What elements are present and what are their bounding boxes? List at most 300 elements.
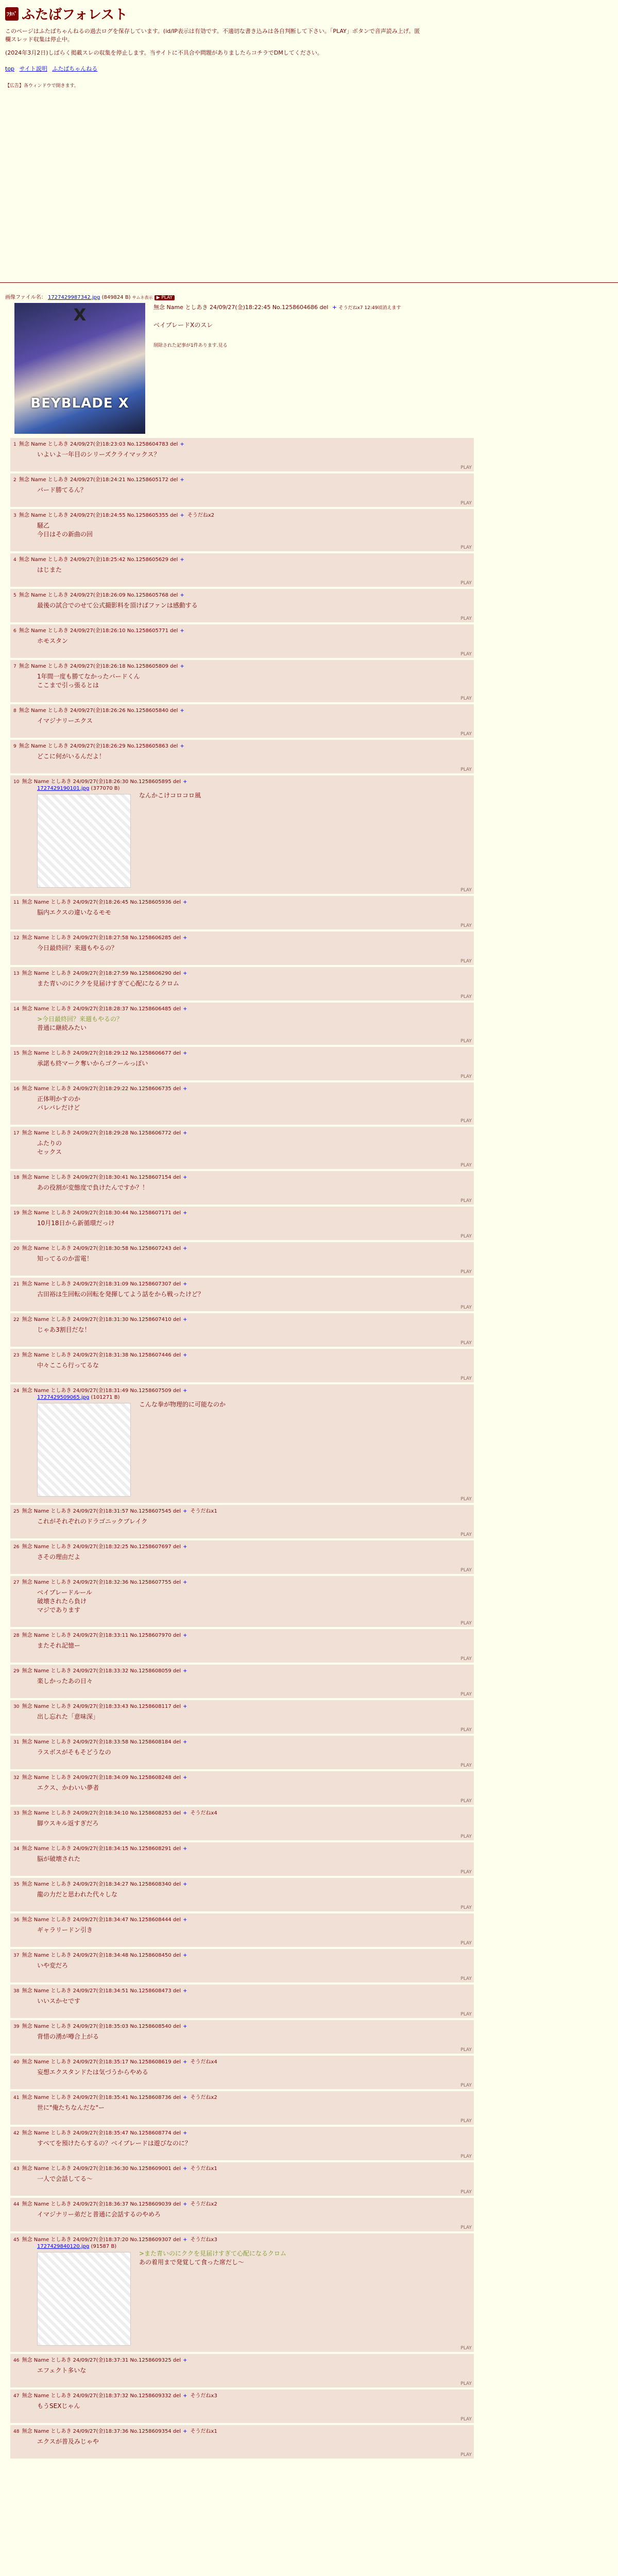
response-number: 45 — [13, 2238, 20, 2243]
response-post — [10, 1242, 474, 1276]
response-meta: 無念 Name としあき 24/09/27(金)18:26:45 No.1258605936 — [20, 900, 173, 905]
response-body — [10, 1514, 474, 1526]
play-button[interactable]: PLAY — [460, 2012, 472, 2017]
response-post — [10, 967, 474, 1001]
play-button[interactable]: PLAY — [460, 1198, 472, 1204]
play-button[interactable]: PLAY — [460, 767, 472, 772]
soudane-button[interactable]: + — [183, 1704, 187, 1709]
soudane-button[interactable]: + — [183, 2201, 187, 2207]
play-button[interactable]: PLAY — [460, 1621, 472, 1626]
del-link[interactable]: del — [170, 664, 178, 669]
response-meta: 無念 Name としあき 24/09/27(金)18:26:26 No.1258605840 — [17, 708, 170, 714]
play-button[interactable]: PLAY — [460, 888, 472, 893]
response-body — [10, 1887, 474, 1899]
play-button[interactable]: ▶ PLAY — [154, 295, 175, 300]
play-button[interactable]: PLAY — [460, 2154, 472, 2159]
soudane-button[interactable]: + — [180, 513, 184, 518]
del-link[interactable]: del — [173, 935, 181, 941]
op-body: ベイブレードXのスレ — [153, 321, 213, 329]
play-button[interactable]: PLAY — [460, 2417, 472, 2422]
del-link[interactable]: del — [173, 1953, 181, 1958]
response-text: 1年間一度も勝てなかったバードくん ここまで引っ張るとは — [37, 673, 140, 689]
play-button[interactable]: PLAY — [460, 1941, 472, 1946]
del-link[interactable]: del — [173, 1704, 181, 1709]
response-post — [10, 1313, 474, 1347]
soudane-button[interactable]: + — [183, 2130, 187, 2136]
response-meta: 無念 Name としあき 24/09/27(金)18:26:29 No.1258605863 — [17, 743, 170, 749]
del-link[interactable]: del — [173, 971, 181, 976]
del-link[interactable]: del — [173, 2166, 181, 2172]
response-header — [10, 553, 474, 563]
del-link[interactable]: del — [170, 592, 178, 598]
play-button[interactable]: PLAY — [460, 1269, 472, 1275]
del-link[interactable]: del — [173, 2024, 181, 2029]
del-link[interactable]: del — [173, 1006, 181, 1012]
soudane-button[interactable]: + — [180, 628, 184, 634]
response-body — [10, 1323, 474, 1334]
del-link[interactable]: del — [173, 900, 181, 905]
response-text: さその理由だよ — [37, 1553, 81, 1561]
divider — [0, 282, 618, 283]
response-text: 知ってるのか雷電！ — [37, 1255, 93, 1262]
thread-file-link[interactable]: 1727429987342.jpg — [48, 295, 100, 300]
play-button[interactable]: PLAY — [460, 2381, 472, 2386]
response-text: あの役割が変態度で負けたんですか？！ — [37, 1184, 149, 1191]
play-button[interactable]: PLAY — [460, 1039, 472, 1044]
response-post — [10, 1047, 474, 1080]
response-number: 21 — [13, 1282, 20, 1287]
op-soudane-button[interactable]: + — [332, 304, 337, 311]
response-header — [10, 2354, 474, 2363]
response-number: 26 — [13, 1545, 20, 1550]
soudane-count: そうだねx1 — [190, 1509, 217, 1514]
del-link[interactable]: del — [173, 1050, 181, 1056]
response-meta: 無念 Name としあき 24/09/27(金)18:35:47 No.1258608774 — [20, 2130, 173, 2136]
del-link[interactable]: del — [173, 1775, 181, 1781]
response-post — [10, 1540, 474, 1574]
response-text: じゃあ3割目だな！ — [37, 1326, 91, 1333]
del-link[interactable]: del — [173, 1175, 181, 1180]
response-body — [10, 1852, 474, 1863]
response-text: 騒乙 今日はその新曲の回 — [37, 522, 93, 538]
play-button[interactable]: PLAY — [460, 1905, 472, 1910]
response-body — [10, 905, 474, 917]
response-text: 脚ウスキル返すぎだろ — [37, 1820, 99, 1827]
notice-line: (2024年3月2日)しばらく掲載スレの収集を停止します。当サイトに不具合や問題がありましたらコチラでDMしてください。 — [5, 49, 323, 56]
soudane-count: そうだねx2 — [187, 513, 215, 518]
response-file-link[interactable]: 1727429509065.jpg — [37, 1395, 90, 1400]
del-link[interactable]: del — [173, 1544, 181, 1550]
del-link[interactable]: del — [170, 708, 178, 714]
soudane-button[interactable]: + — [183, 1388, 187, 1394]
play-button[interactable]: PLAY — [460, 2452, 472, 2458]
soudane-button[interactable]: + — [183, 1130, 187, 1136]
response-header — [10, 1949, 474, 1958]
play-button[interactable]: PLAY — [460, 1692, 472, 1697]
response-meta: 無念 Name としあき 24/09/27(金)18:33:11 No.1258607970 — [20, 1633, 173, 1638]
response-file-info: (101271 B) — [89, 1395, 120, 1400]
response-meta: 無念 Name としあき 24/09/27(金)18:30:41 No.1258607154 — [20, 1175, 173, 1180]
response-post — [10, 660, 474, 702]
del-link[interactable]: del — [173, 1509, 181, 1514]
response-header — [10, 2091, 474, 2100]
response-header — [10, 1913, 474, 1923]
play-button[interactable]: PLAY — [460, 1568, 472, 1573]
response-post — [10, 1842, 474, 1876]
play-button[interactable]: PLAY — [460, 2119, 472, 2124]
response-post — [10, 1278, 474, 1311]
soudane-button[interactable]: + — [183, 1317, 187, 1323]
response-post — [10, 1505, 474, 1538]
soudane-button[interactable]: + — [180, 442, 184, 447]
response-body — [10, 2029, 474, 2041]
response-meta: 無念 Name としあき 24/09/27(金)18:37:31 No.1258609325 — [20, 2358, 173, 2363]
soudane-button[interactable]: + — [180, 664, 184, 669]
play-button[interactable]: PLAY — [460, 2346, 472, 2351]
soudane-button[interactable]: + — [180, 557, 184, 563]
play-button[interactable]: PLAY — [460, 1341, 472, 1346]
response-image[interactable] — [37, 2252, 131, 2346]
soudane-button[interactable]: + — [183, 2237, 187, 2243]
response-meta: 無念 Name としあき 24/09/27(金)18:31:30 No.1258607410 — [20, 1317, 173, 1323]
response-header — [10, 2233, 474, 2243]
del-link[interactable]: del — [170, 477, 178, 483]
response-text: 脳が破壊された — [37, 1855, 81, 1862]
response-post — [10, 1878, 474, 1911]
response-number: 20 — [13, 1246, 20, 1251]
play-button[interactable]: PLAY — [460, 616, 472, 621]
op-del-link[interactable]: del — [319, 304, 329, 311]
response-text: バード勝てるん？ — [37, 486, 87, 494]
del-link[interactable]: del — [170, 513, 178, 518]
soudane-button[interactable]: + — [183, 1509, 187, 1514]
soudane-button[interactable]: + — [183, 1917, 187, 1923]
response-post — [10, 1127, 474, 1169]
response-header — [10, 473, 474, 483]
soudane-button[interactable]: + — [183, 2095, 187, 2100]
play-button[interactable]: PLAY — [460, 501, 472, 506]
response-number: 8 — [13, 708, 16, 714]
play-button[interactable]: PLAY — [460, 2225, 472, 2230]
soudane-button[interactable]: + — [183, 1953, 187, 1958]
play-button[interactable]: PLAY — [460, 1234, 472, 1239]
response-body — [10, 1674, 474, 1686]
response-header — [10, 1278, 474, 1287]
soudane-button[interactable]: + — [183, 1175, 187, 1180]
play-button[interactable]: PLAY — [460, 1656, 472, 1662]
soudane-button[interactable]: + — [183, 935, 187, 941]
site-notice — [5, 27, 613, 57]
response-post — [10, 589, 474, 622]
response-header — [10, 2056, 474, 2065]
play-button[interactable]: PLAY — [460, 1727, 472, 1733]
response-body — [10, 2434, 474, 2446]
del-link[interactable]: del — [170, 628, 178, 634]
response-text: 承諾も終マーク奪いからゴクールっぽい — [37, 1060, 148, 1067]
response-header — [10, 775, 474, 785]
response-number: 27 — [13, 1580, 20, 1585]
response-body — [10, 1550, 474, 1562]
soudane-button[interactable]: + — [183, 1668, 187, 1674]
response-file-info: (91587 B) — [89, 2244, 117, 2249]
response-meta: 無念 Name としあき 24/09/27(金)18:34:09 No.1258608248 — [20, 1775, 173, 1781]
response-post — [10, 2056, 474, 2089]
response-header — [10, 896, 474, 905]
soudane-button[interactable]: + — [183, 1281, 187, 1287]
response-post — [10, 473, 474, 507]
response-meta: 無念 Name としあき 24/09/27(金)18:24:55 No.1258605355 — [17, 513, 170, 518]
nav-top-link[interactable]: top — [5, 65, 15, 72]
soudane-button[interactable]: + — [183, 2358, 187, 2363]
response-number: 24 — [13, 1388, 20, 1394]
soudane-button[interactable]: + — [180, 477, 184, 483]
response-meta: 無念 Name としあき 24/09/27(金)18:36:30 No.1258609001 — [20, 2166, 173, 2172]
response-post — [10, 1349, 474, 1382]
response-text: 楽しかったあの日々 — [37, 1677, 93, 1685]
del-link[interactable]: del — [173, 1210, 181, 1216]
soudane-button[interactable]: + — [183, 1050, 187, 1056]
del-link[interactable]: del — [173, 1317, 181, 1323]
response-header — [10, 740, 474, 749]
play-button[interactable]: PLAY — [460, 959, 472, 964]
ad-notice: 【広告】各ウィンドウで開きます。 — [5, 83, 79, 89]
file-info: (849824 B) — [101, 295, 131, 300]
soudane-button[interactable]: + — [183, 900, 187, 905]
play-button[interactable]: PLAY — [460, 1870, 472, 1875]
soudane-button[interactable]: + — [183, 1775, 187, 1781]
soudane-button[interactable]: + — [183, 1882, 187, 1887]
soudane-button[interactable]: + — [183, 2393, 187, 2399]
soudane-button[interactable]: + — [183, 2429, 187, 2434]
del-link[interactable]: del — [173, 1810, 181, 1816]
response-post — [10, 624, 474, 658]
soudane-button[interactable]: + — [183, 1246, 187, 1251]
del-link[interactable]: del — [173, 1882, 181, 1887]
play-button[interactable]: PLAY — [460, 2047, 472, 2053]
del-link[interactable]: del — [173, 2393, 181, 2399]
del-link[interactable]: del — [173, 1281, 181, 1287]
play-button[interactable]: PLAY — [460, 1976, 472, 1981]
response-number: 38 — [13, 1989, 20, 1994]
response-header — [10, 2127, 474, 2136]
del-link[interactable]: del — [173, 2130, 181, 2136]
del-link[interactable]: del — [173, 1130, 181, 1136]
soudane-button[interactable]: + — [183, 1810, 187, 1816]
soudane-button[interactable]: + — [183, 2059, 187, 2065]
response-post — [10, 740, 474, 773]
response-text: いいスかセです — [37, 1997, 81, 2005]
response-text: エフェクト多いな — [37, 2367, 87, 2374]
soudane-button[interactable]: + — [183, 1988, 187, 1994]
soudane-count: そうだねx4 — [190, 1810, 217, 1816]
response-file-line — [10, 785, 474, 791]
response-body — [10, 2399, 474, 2411]
play-button[interactable]: PLAY — [460, 1532, 472, 1537]
response-body — [10, 1781, 474, 1792]
thread-image[interactable] — [14, 303, 145, 434]
play-button[interactable]: PLAY — [460, 2190, 472, 2195]
response-meta: 無念 Name としあき 24/09/27(金)18:28:37 No.1258606485 — [20, 1006, 173, 1012]
response-file-link[interactable]: 1727429190101.jpg — [37, 786, 90, 791]
del-link[interactable]: del — [173, 1739, 181, 1745]
response-header — [10, 931, 474, 941]
del-link[interactable]: del — [170, 743, 178, 749]
response-number: 6 — [13, 629, 16, 634]
del-link[interactable]: del — [173, 1352, 181, 1358]
response-post — [10, 2354, 474, 2387]
play-button[interactable]: PLAY — [460, 545, 472, 550]
response-body — [10, 2172, 474, 2183]
response-meta: 無念 Name としあき 24/09/27(金)18:34:48 No.1258608450 — [20, 1953, 173, 1958]
response-number: 2 — [13, 478, 16, 483]
play-button[interactable]: PLAY — [460, 581, 472, 586]
del-link[interactable]: del — [173, 1580, 181, 1585]
soudane-button[interactable]: + — [183, 2166, 187, 2172]
soudane-button[interactable]: + — [183, 779, 187, 785]
response-meta: 無念 Name としあき 24/09/27(金)18:35:41 No.1258608736 — [20, 2095, 173, 2100]
soudane-button[interactable]: + — [183, 1352, 187, 1358]
site-title-text: ふたばフォレスト — [22, 7, 128, 23]
play-button[interactable]: PLAY — [460, 1834, 472, 1839]
response-image[interactable] — [37, 794, 131, 888]
response-meta: 無念 Name としあき 24/09/27(金)18:27:59 No.1258606290 — [20, 971, 173, 976]
response-file-info: (377070 B) — [89, 786, 120, 791]
del-link[interactable]: del — [170, 557, 178, 563]
response-body — [10, 2136, 474, 2148]
response-body — [10, 2207, 474, 2219]
response-post — [10, 1807, 474, 1840]
play-button[interactable]: PLAY — [460, 465, 472, 470]
response-header — [10, 1842, 474, 1852]
response-body — [10, 634, 474, 646]
del-link[interactable]: del — [173, 2237, 181, 2243]
soudane-button[interactable]: + — [183, 1086, 187, 1092]
play-button[interactable]: PLAY — [460, 1305, 472, 1310]
response-post — [10, 1736, 474, 1769]
del-link[interactable]: del — [173, 1668, 181, 1674]
response-header — [10, 1736, 474, 1745]
notice-line: このページはふたばちゃんねるの過去ログを保存しています。(id/IP表示は有効です。不適切な書き込みは各自判断して下さい。「PLAY」ボタンで音声読み上げ。匿 — [5, 28, 420, 35]
response-post — [10, 1771, 474, 1805]
response-header — [10, 1807, 474, 1816]
op-deleted-note: 削除された記事が1件あります.見る — [153, 343, 228, 348]
response-post — [10, 509, 474, 551]
response-meta: 無念 Name としあき 24/09/27(金)18:37:20 No.1258609307 — [20, 2237, 173, 2243]
play-button[interactable]: PLAY — [460, 923, 472, 928]
nav-about-link[interactable]: サイト説明 — [19, 65, 47, 72]
del-link[interactable]: del — [173, 1917, 181, 1923]
del-link[interactable]: del — [173, 779, 181, 785]
response-header — [10, 704, 474, 714]
soudane-button[interactable]: + — [183, 971, 187, 976]
response-number: 9 — [13, 744, 16, 749]
soudane-button[interactable]: + — [183, 2024, 187, 2029]
notice-line: 欄スレッド収集は停止中。 — [5, 36, 73, 43]
del-link[interactable]: del — [173, 1988, 181, 1994]
response-text: エクス、かわいい夢者 — [37, 1784, 99, 1791]
del-link[interactable]: del — [173, 1246, 181, 1251]
response-text: これがそれぞれのドラゴニックブレイク — [37, 1518, 148, 1525]
response-post — [10, 1082, 474, 1125]
response-text: 出し忘れた「意味深」 — [37, 1713, 99, 1720]
del-link[interactable]: del — [173, 2059, 181, 2065]
soudane-button[interactable]: + — [183, 1580, 187, 1585]
response-number: 35 — [13, 1882, 20, 1887]
soudane-count: そうだねx2 — [190, 2095, 217, 2100]
response-number: 42 — [13, 2131, 20, 2136]
response-number: 14 — [13, 1007, 20, 1012]
del-link[interactable]: del — [173, 2201, 181, 2207]
soudane-button[interactable]: + — [183, 1633, 187, 1638]
play-button[interactable]: PLAY — [460, 1074, 472, 1079]
del-link[interactable]: del — [173, 2429, 181, 2434]
response-number: 18 — [13, 1175, 20, 1180]
play-button[interactable]: PLAY — [460, 652, 472, 657]
response-file-link[interactable]: 1727429840120.jpg — [37, 2244, 90, 2249]
response-image[interactable] — [37, 1403, 131, 1497]
play-button[interactable]: PLAY — [460, 1118, 472, 1124]
del-link[interactable]: del — [173, 2095, 181, 2100]
del-link[interactable]: del — [173, 1388, 181, 1394]
del-link[interactable]: del — [173, 1086, 181, 1092]
soudane-button[interactable]: + — [180, 592, 184, 598]
response-number: 36 — [13, 1918, 20, 1923]
soudane-button[interactable]: + — [183, 1210, 187, 1216]
response-post — [10, 553, 474, 587]
response-meta: 無念 Name としあき 24/09/27(金)18:34:15 No.1258608291 — [20, 1846, 173, 1852]
play-button[interactable]: PLAY — [460, 696, 472, 701]
play-button[interactable]: PLAY — [460, 732, 472, 737]
play-button[interactable]: PLAY — [460, 1163, 472, 1168]
response-header — [10, 660, 474, 669]
response-number: 25 — [13, 1509, 20, 1514]
nav-futaba-link[interactable]: ふたばちゃんねる — [52, 65, 98, 72]
del-link[interactable]: del — [170, 442, 178, 447]
del-link[interactable]: del — [173, 1846, 181, 1852]
response-meta: 無念 Name としあき 24/09/27(金)18:29:12 No.1258606677 — [20, 1050, 173, 1056]
play-button[interactable]: PLAY — [460, 1497, 472, 1502]
soudane-button[interactable]: + — [180, 708, 184, 714]
del-link[interactable]: del — [173, 1633, 181, 1638]
response-header — [10, 1771, 474, 1781]
play-button[interactable]: PLAY — [460, 2083, 472, 2088]
response-header — [10, 1629, 474, 1638]
soudane-count: そうだねx4 — [190, 2059, 217, 2065]
response-body — [10, 749, 474, 761]
play-button[interactable]: PLAY — [460, 994, 472, 999]
soudane-button[interactable]: + — [183, 1846, 187, 1852]
play-button[interactable]: PLAY — [460, 1376, 472, 1381]
response-body — [10, 598, 474, 610]
soudane-count: そうだねx3 — [190, 2237, 217, 2243]
response-post — [10, 896, 474, 929]
response-body — [10, 669, 474, 690]
response-body — [10, 2363, 474, 2375]
soudane-button[interactable]: + — [183, 1544, 187, 1550]
soudane-button[interactable]: + — [183, 1739, 187, 1745]
response-post — [10, 438, 474, 471]
del-link[interactable]: del — [173, 2358, 181, 2363]
play-button[interactable]: PLAY — [460, 1799, 472, 1804]
response-header — [10, 1540, 474, 1550]
soudane-button[interactable]: + — [183, 1006, 187, 1012]
play-button[interactable]: PLAY — [460, 1763, 472, 1768]
response-header — [10, 2020, 474, 2029]
soudane-button[interactable]: + — [180, 743, 184, 749]
response-header — [10, 1349, 474, 1358]
response-header — [10, 1878, 474, 1887]
response-body — [10, 447, 474, 459]
